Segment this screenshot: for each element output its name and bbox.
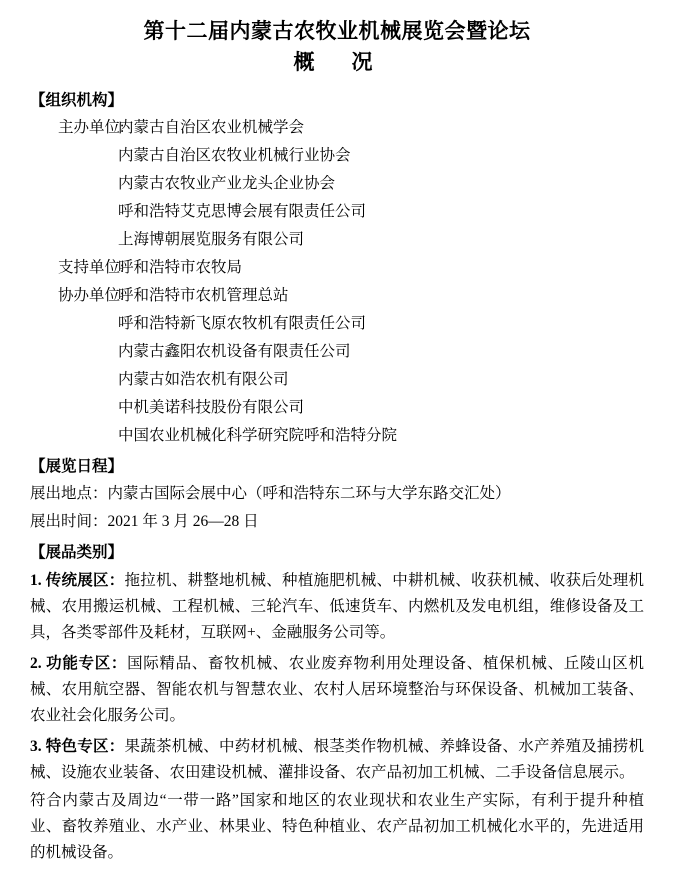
- organizer-item: 中国农业机械化科学研究院呼和浩特分院: [118, 427, 398, 444]
- organizer-item: 呼和浩特市农机管理总站: [118, 287, 289, 304]
- organizer-row-label: 协办单位:: [58, 287, 125, 304]
- section-schedule: [30, 454, 644, 536]
- category-item: [30, 651, 644, 729]
- category-item: [30, 568, 644, 646]
- organizer-item: 内蒙古鑫阳农机设备有限责任公司: [118, 343, 351, 360]
- organizer-item: 中机美诺科技股份有限公司: [118, 399, 305, 416]
- organizer-row: [30, 254, 644, 282]
- organizer-item: 呼和浩特艾克思博会展有限责任公司: [118, 203, 367, 220]
- organizer-item: 呼和浩特市农牧局: [118, 259, 243, 276]
- category-item-text: 果蔬茶机械、中药材机械、根茎类作物机械、养蜂设备、水产养殖及捕捞机械、设施农业装备、农田建设机械、灌排设备、农产品初加工机械、二手设备信息展示。: [30, 738, 644, 781]
- organizer-item: 呼和浩特新飞原农牧机有限责任公司: [118, 315, 367, 332]
- categories-closing-paragraph: 符合内蒙古及周边“一带一路”国家和地区的农业现状和农业生产实际，有利于提升种植业、畜牧养殖业、水产业、林果业、特色种植业、农产品初加工机械化水平的，先进适用的机械设备。: [30, 792, 644, 861]
- organizer-row-label: 主办单位:: [58, 119, 125, 136]
- category-item-text: 国际精品、畜牧机械、农业废弃物利用处理设备、植保机械、丘陵山区机械、农用航空器、智能农机与智慧农业、农村人居环境整治与环保设备、机械加工装备、农业社会化服务公司。: [30, 655, 644, 724]
- section-categories: [30, 540, 644, 866]
- organizer-row-values: [118, 254, 644, 282]
- organizer-row: [30, 282, 644, 450]
- organizer-item: 内蒙古自治区农业机械学会: [118, 119, 305, 136]
- organizer-row-values: [118, 114, 644, 254]
- organizer-item: 内蒙古如浩农机有限公司: [118, 371, 289, 388]
- category-item: [30, 734, 644, 786]
- title-line-1: 第十二届内蒙古农牧业机械展览会暨论坛: [143, 19, 531, 43]
- organizer-item: 内蒙古自治区农牧业机械行业协会: [118, 147, 351, 164]
- category-item-lead: 2. 功能专区：: [30, 655, 128, 672]
- schedule-date: 展出时间：2021 年 3 月 26—28 日: [30, 513, 259, 530]
- category-item-lead: 1. 传统展区：: [30, 572, 125, 589]
- section-heading-organizers: 【组织机构】: [30, 92, 124, 109]
- title-line-2: 概 况: [293, 50, 381, 74]
- organizer-item: 内蒙古农牧业产业龙头企业协会: [118, 175, 336, 192]
- organizer-row: [30, 114, 644, 254]
- section-heading-schedule: 【展览日程】: [30, 458, 124, 475]
- schedule-venue: 展出地点：内蒙古国际会展中心（呼和浩特东二环与大学东路交汇处）: [30, 485, 511, 502]
- category-item-lead: 3. 特色专区：: [30, 738, 125, 755]
- organizer-item: 上海博朝展览服务有限公司: [118, 231, 305, 248]
- section-heading-categories: 【展品类别】: [30, 544, 124, 561]
- organizer-row-label: 支持单位:: [58, 259, 125, 276]
- document-title: [30, 16, 644, 78]
- organizer-row-values: [118, 282, 644, 450]
- category-item-text: 拖拉机、耕整地机械、种植施肥机械、中耕机械、收获机械、收获后处理机械、农用搬运机械、工程机械、三轮汽车、低速货车、内燃机及发电机组，维修设备及工具，各类零部件及耗材，互联网+、金融服务公司等。: [30, 572, 644, 641]
- section-organizers: [30, 88, 644, 450]
